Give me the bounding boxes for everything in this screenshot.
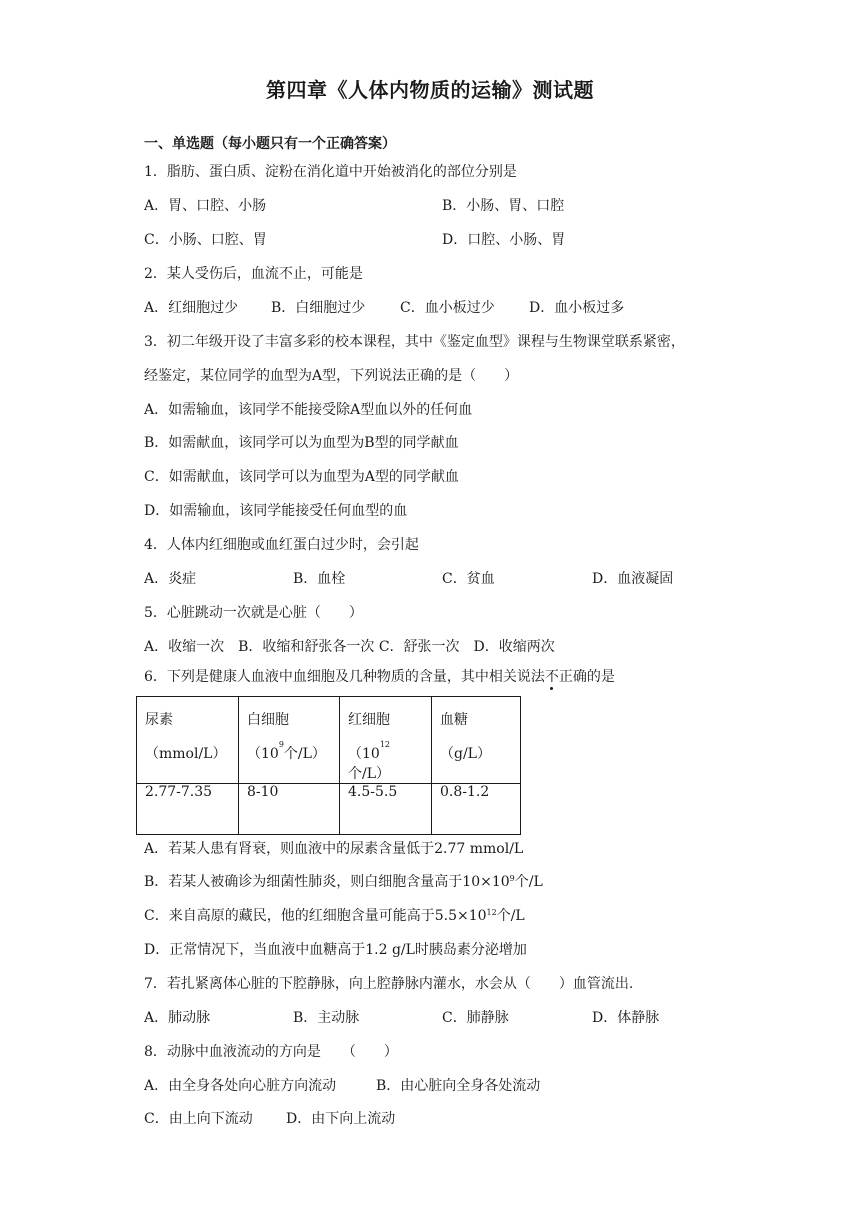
question-7-option-d: D．体静脉 (592, 1010, 660, 1026)
question-6-option-c (144, 906, 525, 926)
emphasis-dot-char: 不 (544, 669, 559, 685)
red-cells-unit (348, 740, 431, 783)
question-6-stem (144, 667, 615, 687)
option-b-text: B．若某人被确诊为细菌性肺炎，则白细胞含量高于10×10 (144, 874, 510, 890)
question-8-option-b: B．由心脏向全身各处流动 (376, 1078, 541, 1094)
question-2-option-a: A．红细胞过少 (144, 300, 239, 316)
question-6-option-b (144, 872, 543, 892)
question-3-option-a: A．如需输血，该同学不能接受除A型血以外的任何血 (144, 402, 473, 418)
table-cell-red-cells: 4.5-5.5 (340, 784, 432, 835)
white-cells-unit (247, 740, 339, 763)
unit-exponent: 9 (278, 740, 284, 749)
section-heading: 一、单选题（每小题只有一个正确答案） (144, 136, 396, 152)
question-1-stem: 1．脂肪、蛋白质、淀粉在消化道中开始被消化的部位分别是 (144, 164, 517, 180)
question-2-option-c: C．血小板过少 (400, 300, 495, 316)
table-header-urea (137, 697, 239, 784)
question-8-option-c: C．由上向下流动 (144, 1111, 253, 1127)
blood-sugar-unit: （g/L） (440, 746, 491, 762)
table-header-blood-sugar (432, 697, 521, 784)
question-6-option-a: A．若某人患有肾衰，则血液中的尿素含量低于2.77 mmol/L (144, 841, 524, 857)
question-8-stem: 8．动脉中血液流动的方向是 （ ） (144, 1044, 398, 1060)
option-c-exponent: 12 (486, 908, 497, 917)
table-cell-urea: 2.77-7.35 (137, 784, 239, 835)
blood-content-table (136, 696, 521, 835)
urea-unit: （mmol/L） (145, 746, 227, 762)
question-4-option-b: B．血栓 (293, 571, 346, 587)
option-b-exponent: 9 (509, 874, 515, 883)
question-4-option-a: A．炎症 (144, 571, 197, 587)
table-cell-blood-sugar: 0.8-1.2 (432, 784, 521, 835)
unit-suffix: 个/L） (348, 766, 391, 782)
option-c-unit: 个/L (496, 908, 525, 924)
page-title: 第四章《人体内物质的运输》测试题 (266, 78, 594, 102)
table-cell-white-cells: 8-10 (239, 784, 340, 835)
unit-prefix: （10 (348, 746, 380, 762)
question-2-stem: 2．某人受伤后，血流不止，可能是 (144, 266, 363, 282)
question-4-option-c: C．贫血 (442, 571, 495, 587)
urea-label: 尿素 (145, 712, 173, 728)
option-b-unit: 个/L (514, 874, 543, 890)
question-8-option-a: A．由全身各处向心脏方向流动 (144, 1078, 337, 1094)
question-6-stem-text: 6．下列是健康人血液中血细胞及几种物质的含量，其中相关说法 (144, 669, 545, 685)
question-7-option-c: C．肺静脉 (442, 1010, 509, 1026)
question-1-option-c: C．小肠、口腔、胃 (144, 232, 267, 248)
unit-suffix: 个/L） (283, 746, 326, 762)
question-1-option-d: D．口腔、小肠、胃 (442, 232, 566, 248)
option-c-text: C．来自高原的藏民，他的红细胞含量可能高于5.5×10 (144, 908, 487, 924)
question-7-stem: 7．若扎紧离体心脏的下腔静脉，向上腔静脉内灌水，水会从（ ）血管流出. (144, 976, 634, 992)
question-2-option-d: D．血小板过多 (529, 300, 625, 316)
question-6-stem-tail: 正确的是 (558, 669, 615, 685)
unit-exponent: 12 (379, 740, 391, 749)
question-3-option-c: C．如需献血，该同学可以为血型为A型的同学献血 (144, 469, 459, 485)
question-4-stem: 4．人体内红细胞或血红蛋白过少时，会引起 (144, 537, 419, 553)
question-3-option-d: D．如需输血，该同学能接受任何血型的血 (144, 503, 408, 519)
question-5-stem: 5．心脏跳动一次就是心脏（ ） (144, 605, 363, 621)
white-cells-label: 白细胞 (247, 712, 289, 728)
question-6-option-d: D．正常情况下，当血液中血糖高于1.2 g/L时胰岛素分泌增加 (144, 942, 527, 958)
question-1-option-a: A．胃、口腔、小肠 (144, 198, 267, 214)
blood-sugar-label: 血糖 (440, 712, 468, 728)
table-header-red-cells (340, 697, 432, 784)
question-7-option-b: B．主动脉 (293, 1010, 360, 1026)
question-4-option-d: D．血液凝固 (592, 571, 674, 587)
question-7-option-a: A．肺动脉 (144, 1010, 211, 1026)
question-3-option-b: B．如需献血，该同学可以为血型为B型的同学献血 (144, 435, 459, 451)
question-8-option-d: D．由下向上流动 (286, 1111, 396, 1127)
question-5-options: A．收缩一次 B．收缩和舒张各一次 C．舒张一次 D．收缩两次 (144, 639, 555, 655)
question-3-stem-line-2: 经鉴定，某位同学的血型为A型，下列说法正确的是（ ） (144, 368, 519, 384)
red-cells-label: 红细胞 (348, 712, 390, 728)
question-1-option-b: B．小肠、胃、口腔 (442, 198, 565, 214)
unit-prefix: （10 (247, 746, 279, 762)
question-3-stem-line-1: 3．初二年级开设了丰富多彩的校本课程，其中《鉴定血型》课程与生物课堂联系紧密， (144, 334, 685, 350)
question-2-option-b: B．白细胞过少 (271, 300, 366, 316)
table-header-white-cells (239, 697, 340, 784)
